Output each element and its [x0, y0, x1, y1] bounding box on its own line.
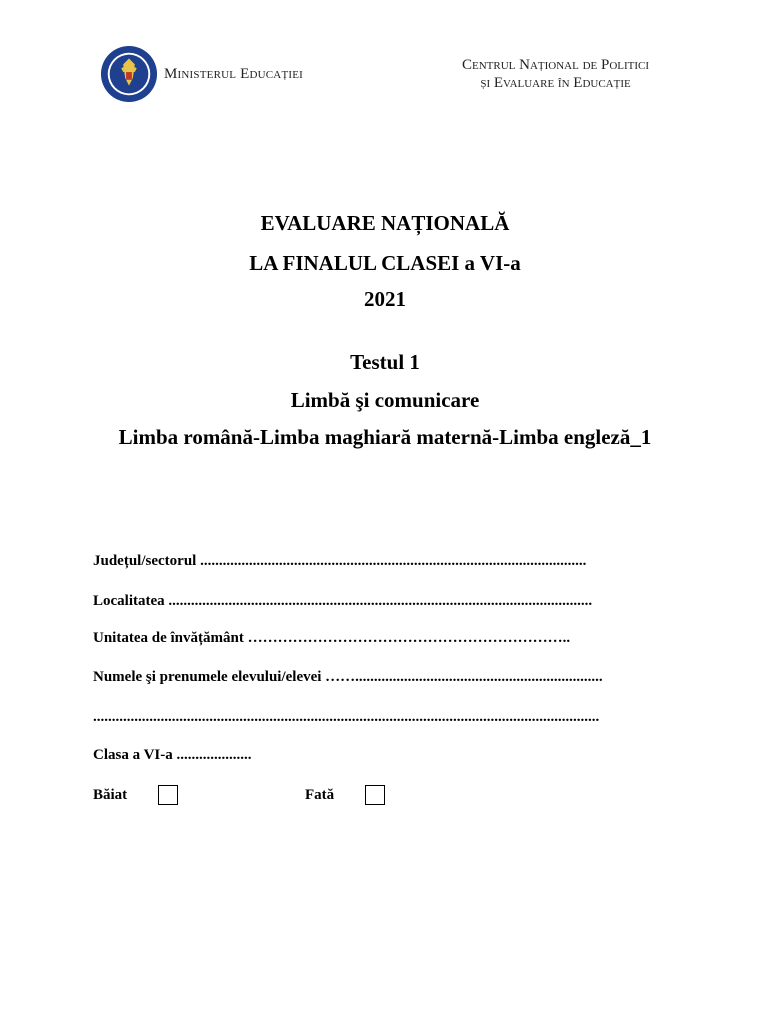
fata-label: Fată [305, 787, 335, 803]
localitate-field[interactable]: Localitatea ................................................................................................................. [93, 593, 593, 609]
fata-checkbox[interactable] [365, 785, 385, 805]
unitate-field[interactable]: Unitatea de învățământ ……………………………………………………….. [93, 630, 571, 646]
center-name-line2: și Evaluare în Educație [480, 75, 631, 91]
ministry-name: Ministerul Educației [164, 65, 304, 82]
baiat-checkbox[interactable] [158, 785, 178, 805]
languages-line: Limba română-Limba maghiară maternă-Limba engleză_1 [118, 425, 652, 449]
exam-subtitle: LA FINALUL CLASEI a VI-a [249, 251, 521, 275]
baiat-label: Băiat [93, 787, 128, 803]
nume-continuation-field[interactable]: ....................................................................................................................................... [93, 709, 600, 725]
judet-field[interactable]: Județul/sectorul ....................................................................................................... [93, 553, 587, 569]
clasa-field[interactable]: Clasa a VI-a .................... [93, 747, 252, 763]
nume-field[interactable]: Numele şi prenumele elevului/elevei …….................................................................. [93, 669, 603, 685]
center-name-line1: Centrul Național de Politici [462, 57, 650, 73]
test-number: Testul 1 [350, 350, 420, 374]
exam-year: 2021 [364, 287, 406, 311]
exam-title: EVALUARE NAȚIONALĂ [260, 211, 510, 235]
subject-name: Limbă şi comunicare [290, 388, 480, 412]
center-header [462, 56, 649, 92]
ministry-header [100, 45, 303, 103]
ministry-seal-icon [100, 45, 158, 103]
